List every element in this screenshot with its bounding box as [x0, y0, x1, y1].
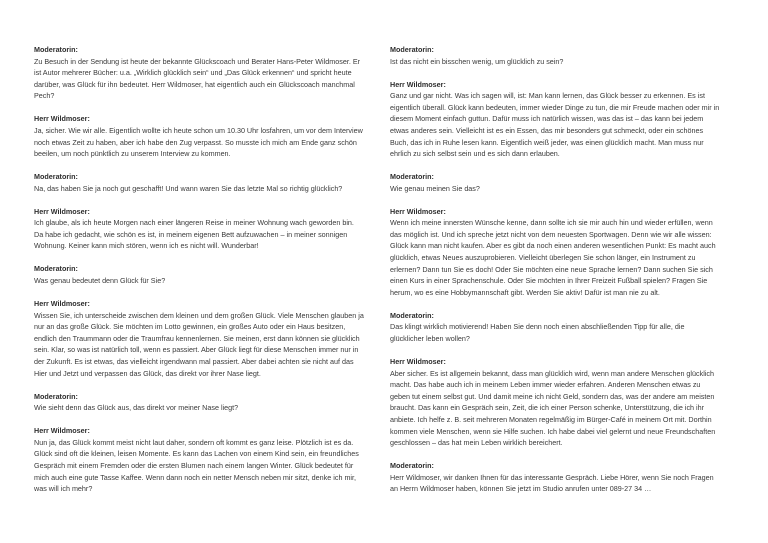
- dialogue-text: Ganz und gar nicht. Was ich sagen will, ist: Man kann lernen, das Glück besser zu erkennen. Es ist eigentlich überall. Glück kann bedeuten, immer wieder Dinge zu tun, die mir Freude machen oder mir in diesem Moment einfach guttun. Dafür muss ich natürlich wissen, was das ist – das kann bei jedem etwas anderes sein. Vielleicht ist es ein Essen, das mir besonders gut schmeckt, oder ein schönes Buch, das ich in Ruhe lesen kann. Eigentlich weiß jeder, was einen glücklich macht. Man muss nur ehrlich zu sich selbst sein und es sich dann erlauben.: [390, 91, 720, 159]
- dialogue-block: [390, 171, 720, 194]
- dialogue-text: Wenn ich meine innersten Wünsche kenne, dann sollte ich sie mir auch hin und wieder erfüllen, wenn das möglich ist. Und ich spreche jetzt nicht von dem neuesten Sportwagen. Denn wie wir alle wissen: Glück kann man nicht kaufen. Aber es gibt da noch einen anderen wesentlichen Punkt: Es macht auch glücklich, etwas Neues auszuprobieren. Vielleicht überlegen Sie schon länger, ein Instrument zu erlernen? Dann tun Sie es doch! Oder Sie möchten eine neue Sprache lernen? Dann suchen Sie sich einen Kurs in einer Sprachenschule. Oder Sie möchten in Ihrer Freizeit Fußball spielen? Fragen Sie herum, wo es eine Hobbymannschaft gibt. Werden Sie aktiv! Dafür ist man nie zu alt.: [390, 218, 716, 297]
- speaker-label: Moderatorin:: [390, 310, 434, 320]
- dialogue-block: [390, 356, 720, 449]
- speaker-label: Herr Wildmoser:: [390, 357, 446, 367]
- dialogue-text: Zu Besuch in der Sendung ist heute der bekannte Glückscoach und Berater Hans-Peter Wildmoser. Er ist Autor mehrerer Bücher: u.a. „Wirklich glücklich sein“ und „Das Glück erkennen“ und spricht heute darüber, was Glück für ihn bedeutet. Herr Wildmoser, hat eigentlich auch ein Glückscoach manchmal Pech?: [34, 56, 361, 101]
- dialogue-text: Wie sieht denn das Glück aus, das direkt vor meiner Nase liegt?: [34, 403, 239, 413]
- speaker-label: Moderatorin:: [34, 172, 78, 182]
- dialogue-block: [390, 206, 720, 299]
- dialogue-block: [34, 44, 364, 102]
- dialogue-text: Na, das haben Sie ja noch gut geschafft! Und wann waren Sie das letzte Mal so richtig glücklich?: [34, 183, 343, 193]
- dialogue-text: Wissen Sie, ich unterscheide zwischen dem kleinen und dem großen Glück. Viele Menschen glauben ja nur an das große Glück. Sie möchten im Lotto gewinnen, ein großes Auto oder ein Haus besitzen, endlich den Traummann oder die Traumfrau kennenlernen. Sie meinen, erst dann können sie glücklich sein. Klar, so was ist natürlich toll, wenn es passiert. Aber Glück liegt für diese Menschen immer nur in der Zukunft. Es ist etwas, das vielleicht irgendwann mal passiert. Aber dabei achten sie nicht auf das Hier und Jetzt und verpassen das Glück, das direkt vor ihrer Nase liegt.: [34, 310, 364, 378]
- dialogue-block: [390, 310, 720, 345]
- right-column: [390, 44, 720, 506]
- dialogue-text: Ich glaube, als ich heute Morgen nach einer längeren Reise in meiner Wohnung wach geworden bin. Da habe ich gedacht, wie schön es ist, in meinem eigenen Bett aufzuwachen – in meiner sonnigen Wohnung. Keiner kann mich stören, wenn ich es nicht will. Wunderbar!: [34, 218, 354, 251]
- speaker-label: Herr Wildmoser:: [34, 206, 90, 216]
- dialogue-block: [34, 263, 364, 286]
- dialogue-block: [34, 425, 364, 495]
- dialogue-text: Ist das nicht ein bisschen wenig, um glücklich zu sein?: [390, 56, 564, 66]
- speaker-label: Herr Wildmoser:: [34, 426, 90, 436]
- dialogue-block: [34, 171, 364, 194]
- speaker-label: Moderatorin:: [34, 264, 78, 274]
- dialogue-text: Wie genau meinen Sie das?: [390, 183, 480, 193]
- dialogue-block: [390, 44, 720, 67]
- speaker-label: Moderatorin:: [34, 391, 78, 401]
- dialogue-block: [34, 298, 364, 379]
- speaker-label: Moderatorin:: [390, 172, 434, 182]
- speaker-label: Herr Wildmoser:: [390, 206, 446, 216]
- dialogue-block: [390, 79, 720, 160]
- dialogue-block: [390, 460, 720, 495]
- dialogue-text: Herr Wildmoser, wir danken Ihnen für das interessante Gespräch. Liebe Hörer, wenn Sie noch Fragen an Herrn Wildmoser haben, können Sie jetzt im Studio anrufen unter 089-27 34 …: [390, 472, 714, 494]
- left-column: [34, 44, 364, 506]
- speaker-label: Moderatorin:: [390, 461, 434, 471]
- dialogue-block: [34, 113, 364, 159]
- speaker-label: Moderatorin:: [390, 45, 434, 54]
- dialogue-text: Aber sicher. Es ist allgemein bekannt, dass man glücklich wird, wenn man andere Menschen glücklich macht. Das habe auch ich in meinem Leben immer wieder erfahren. Anderen Menschen etwas zu geben tut einem selbst gut. Und damit meine ich nicht Geld, sondern das, was der andere am meisten braucht. Das kann ein Gespräch sein, Zeit, die ich einer Person schenke, Unterstützung, die ich ihr anbiete. Ich helfe z. B. seit mehreren Monaten regelmäßig im Bürger-Café in meinem Ort mit. Dorthin kommen viele Menschen, wenn sie Hilfe suchen. Ich habe dabei viel gelernt und neue Freundschaften geschlossen – das hat mein Leben wirklich bereichert.: [390, 368, 716, 448]
- dialogue-block: [34, 391, 364, 414]
- dialogue-text: Was genau bedeutet denn Glück für Sie?: [34, 276, 166, 286]
- speaker-label: Herr Wildmoser:: [34, 299, 90, 309]
- speaker-label: Herr Wildmoser:: [34, 114, 90, 124]
- dialogue-text: Ja, sicher. Wie wir alle. Eigentlich wollte ich heute schon um 10.30 Uhr losfahren, um vor dem Interview noch etwas Zeit zu haben, aber ich habe den Zug verpasst. So musste ich mich am Ende ganz schön beeilen, um noch pünktlich zu unserem Interview zu kommen.: [34, 125, 363, 159]
- dialogue-text: Das klingt wirklich motivierend! Haben Sie denn noch einen abschließenden Tipp für alle, die glücklicher leben wollen?: [390, 322, 685, 344]
- dialogue-text: Nun ja, das Glück kommt meist nicht laut daher, sondern oft kommt es ganz leise. Plötzlich ist es da. Glück sind oft die kleinen, leisen Momente. Es kann das Lachen von einem Kind sein, ein freundliches Gespräch mit einem Fremden oder die ersten Blumen nach einem langen Winter. Glück bedeutet für mich auch eine gute Tasse Kaffee. Wenn dann noch ein netter Mensch neben mir sitzt, denke ich mir, was will ich mehr?: [34, 437, 359, 494]
- dialogue-block: [34, 206, 364, 252]
- speaker-label: Moderatorin:: [34, 45, 78, 54]
- speaker-label: Herr Wildmoser:: [390, 79, 446, 89]
